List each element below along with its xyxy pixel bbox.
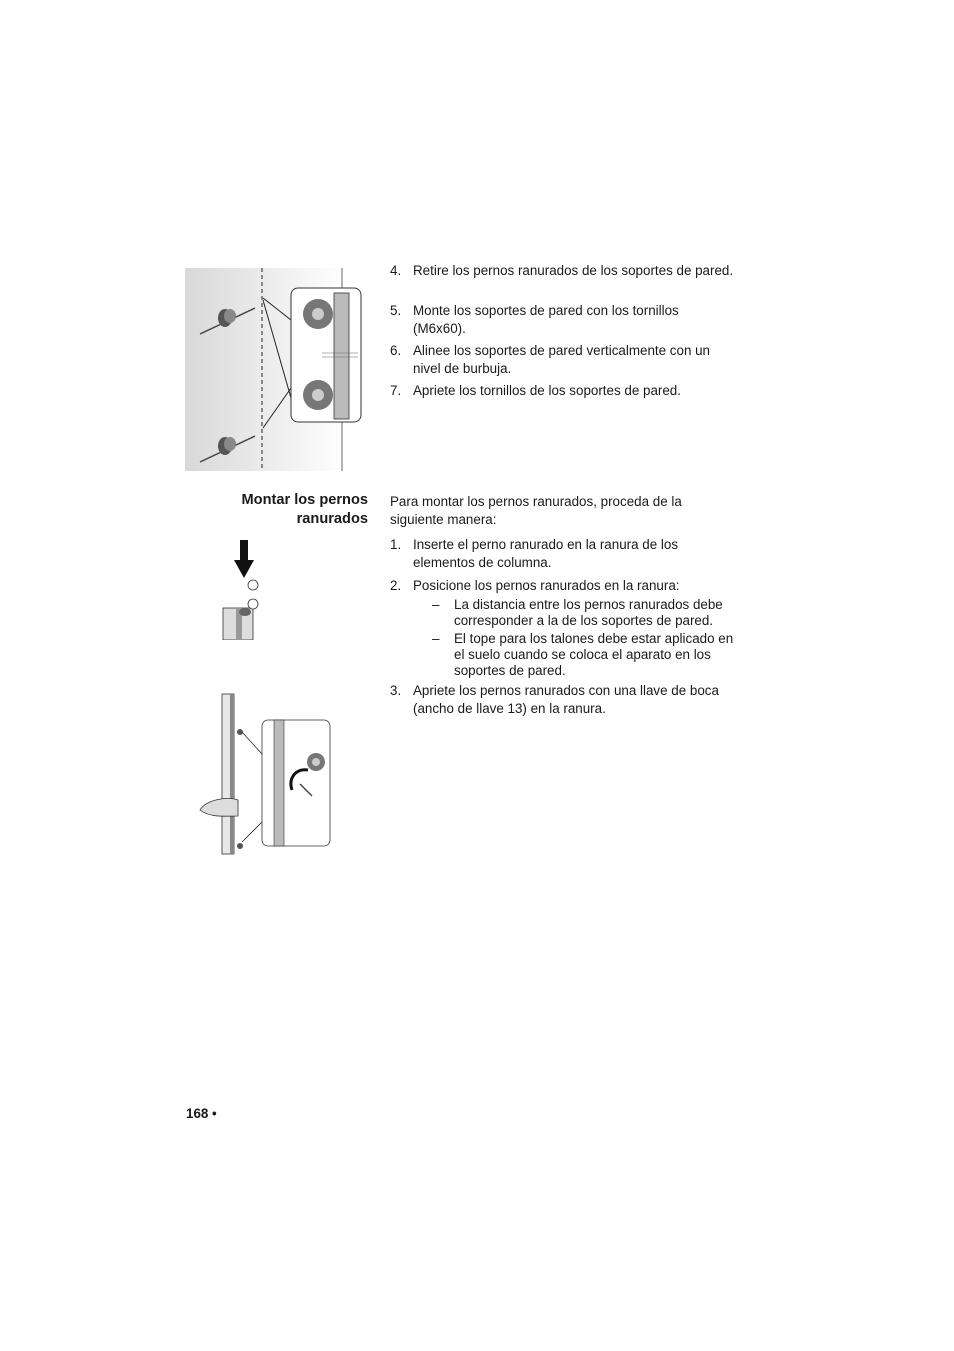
column-wrench-illustration [196,692,336,856]
step-text: Apriete los pernos ranurados con una llave de boca (ancho de llave 13) en la ranura. [413,683,719,716]
step-text: Posicione los pernos ranurados en la ranura: [413,578,680,593]
list-item [390,682,735,718]
step-text: Inserte el perno ranurado en la ranura de los elementos de columna. [413,537,679,570]
section-heading: Montar los pernos ranurados [241,492,368,527]
step-number: 7. [390,383,402,398]
bracket-detail-illustration [290,287,362,423]
list-item [390,382,735,400]
step-text: Alinee los soportes de pared verticalmente con un nivel de burbuja. [413,343,711,376]
list-item [390,536,735,572]
sub-list-item [432,631,737,679]
step-number: 4. [390,263,402,278]
dash-marker: – [432,631,440,646]
insert-bolt-illustration [220,540,270,640]
step-number: 1. [390,537,402,552]
step-number: 6. [390,343,402,358]
step-number: 2. [390,578,402,593]
step-text: Retire los pernos ranurados de los soportes de pared. [413,263,734,278]
sub-step-text: El tope para los talones debe estar aplicado en el suelo cuando se coloca el aparato en los soportes de pared. [454,631,734,678]
dash-marker: – [432,597,440,612]
page-number: 168 • [186,1106,217,1121]
sub-list-item [432,597,737,629]
list-item [390,342,735,378]
step-text: Monte los soportes de pared con los tornillos (M6x60). [413,303,679,336]
section-intro: Para montar los pernos ranurados, proceda de la siguiente manera: [390,494,682,527]
step-number: 3. [390,683,402,698]
step-number: 5. [390,303,402,318]
list-item [390,302,735,338]
step-text: Apriete los tornillos de los soportes de pared. [413,383,681,398]
sub-step-text: La distancia entre los pernos ranurados debe corresponder a la de los soportes de pared. [454,597,723,628]
list-item [390,577,735,595]
list-item [390,262,735,280]
